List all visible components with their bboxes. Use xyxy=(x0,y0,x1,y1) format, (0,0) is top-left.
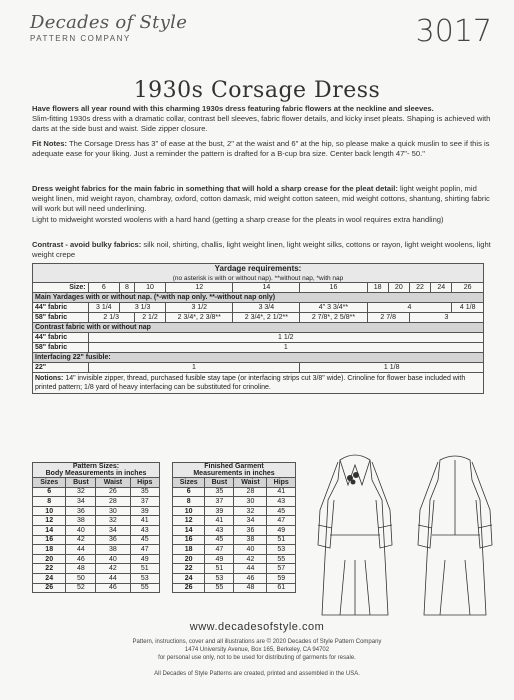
yardage-title: Yardage requirements: (no asterisk is with or without nap). **without nap, *with nap xyxy=(33,264,484,283)
column-header: Waist xyxy=(96,478,130,488)
contrast-text: silk noil, shirting, challis, light weight linen, light weight silks, cottons or rayon, light weight woolens, light weight crepe xyxy=(32,240,491,260)
table-row xyxy=(33,545,160,555)
table-cell: 47 xyxy=(205,545,234,555)
size-cell: 22 xyxy=(409,283,430,293)
fabrics-text-2: Light to midweight worsted woolens with a hard hand (getting a sharp crease for the pleats in wool requires extra handling) xyxy=(32,214,444,224)
table-cell: 45 xyxy=(267,506,296,516)
table-cell: 10 xyxy=(33,506,66,516)
size-cell: 18 xyxy=(367,283,388,293)
brand-logo xyxy=(30,12,230,43)
table-row xyxy=(173,583,296,593)
table-cell: 53 xyxy=(267,545,296,555)
table-cell: 10 xyxy=(173,506,205,516)
size-cell: 20 xyxy=(388,283,409,293)
table-cell: 34 xyxy=(96,525,130,535)
table-cell: 36 xyxy=(96,535,130,545)
notions-text: 14" invisible zipper, thread, purchased fusible stay tape (or interfacing strips cut 3/8" wide). Crinoline for flower base included with printed pattern; 1/8 yard of heavy interfacing can be substituted for crinoline. xyxy=(35,375,466,391)
table-cell: 52 xyxy=(66,583,96,593)
footer-line: for personal use only, not to be used for distributing of garments for resale. xyxy=(158,655,356,661)
column-header: Hips xyxy=(130,478,159,488)
table-cell: 46 xyxy=(96,583,130,593)
yardage-cell: 2 1/3 xyxy=(88,313,134,323)
table-cell: 57 xyxy=(267,564,296,574)
footer-line: 1474 University Avenue, Box 165, Berkeley, CA 94702 xyxy=(184,647,330,653)
contrast-label: Contrast - avoid bulky fabrics: xyxy=(32,240,142,249)
table-cell: 22 xyxy=(33,564,66,574)
yardage-cell: 1 xyxy=(88,343,483,353)
table-cell: 48 xyxy=(66,564,96,574)
row-label: 44" fabric xyxy=(33,333,89,343)
table-cell: 55 xyxy=(267,554,296,564)
yardage-cell: 3 1/2 xyxy=(166,303,233,313)
table-cell: 14 xyxy=(33,525,66,535)
table-row xyxy=(173,535,296,545)
column-header: Bust xyxy=(66,478,96,488)
table-cell: 42 xyxy=(234,554,267,564)
table-cell: 53 xyxy=(130,573,159,583)
table-cell: 34 xyxy=(66,497,96,507)
size-cell: 8 xyxy=(120,283,135,293)
table-cell: 26 xyxy=(33,583,66,593)
fit-notes-text: The Corsage Dress has 3" of ease at the bust, 2" at the waist and 6" at the hip, so please make a quick muslin to see if this is adequate ease for your liking. Just a reminder the pattern is drafted for a B-cup bra size. Center back length 47"- 50." xyxy=(32,139,490,159)
table-cell: 55 xyxy=(130,583,159,593)
size-cell: 10 xyxy=(134,283,165,293)
table-row xyxy=(33,525,160,535)
size-cell: 24 xyxy=(431,283,452,293)
table-cell: 16 xyxy=(33,535,66,545)
table-cell: 41 xyxy=(205,516,234,526)
table-cell: 39 xyxy=(205,506,234,516)
table-cell: 6 xyxy=(33,487,66,497)
table-cell: 43 xyxy=(130,525,159,535)
yardage-cell: 1 1/8 xyxy=(300,363,484,373)
page-title: 1930s Corsage Dress xyxy=(133,78,381,103)
intro-body: Slim-fitting 1930s dress with a dramatic collar, contrast bell sleeves, fabric flower details, and kicky inset pleats. Shaping is achieved with darts at the side bust and waist. Side zipper closure. xyxy=(32,114,491,134)
table-cell: 12 xyxy=(173,516,205,526)
column-header: Sizes xyxy=(33,478,66,488)
table-cell: 43 xyxy=(205,525,234,535)
brand-name: Decades of Style xyxy=(30,12,188,33)
table-cell: 51 xyxy=(267,535,296,545)
table-row xyxy=(33,564,160,574)
table-cell: 38 xyxy=(234,535,267,545)
table-cell: 16 xyxy=(173,535,205,545)
table-cell: 48 xyxy=(234,583,267,593)
yardage-cell: 3 3/4 xyxy=(233,303,300,313)
table-row xyxy=(173,497,296,507)
column-header: Bust xyxy=(205,478,234,488)
yardage-cell: 2 3/4*, 2 1/2** xyxy=(233,313,300,323)
table-cell: 40 xyxy=(234,545,267,555)
yardage-cell: 1 xyxy=(88,363,300,373)
yardage-cell: 2 7/8*, 2 5/8** xyxy=(300,313,367,323)
contrast-yardage-header: Contrast fabric with or without nap xyxy=(33,323,484,333)
table-row xyxy=(33,497,160,507)
table-cell: 49 xyxy=(130,554,159,564)
table-row xyxy=(33,487,160,497)
table-row xyxy=(173,525,296,535)
footer-line: Pattern, instructions, cover and all illustrations are © 2020 Decades of Style Pattern Company xyxy=(132,639,382,645)
table-cell: 35 xyxy=(130,487,159,497)
table-row xyxy=(33,583,160,593)
table-cell: 38 xyxy=(66,516,96,526)
table-cell: 46 xyxy=(66,554,96,564)
main-58-row xyxy=(33,313,484,323)
main-yardage-header: Main Yardages with or without nap. (*-with nap only. **-without nap only) xyxy=(33,293,484,303)
column-header: Waist xyxy=(234,478,267,488)
size-cell: 14 xyxy=(233,283,300,293)
table-cell: 50 xyxy=(66,573,96,583)
table-cell: 26 xyxy=(173,583,205,593)
table-cell: 44 xyxy=(66,545,96,555)
table-cell: 40 xyxy=(96,554,130,564)
table-row xyxy=(33,573,160,583)
table-row xyxy=(173,564,296,574)
table-cell: 24 xyxy=(173,573,205,583)
fabrics-label: Dress weight fabrics for the main fabric in something that will hold a sharp crease for the pleat detail: xyxy=(32,184,398,193)
table-row xyxy=(33,554,160,564)
yardage-cell: 3 1/4 xyxy=(88,303,119,313)
column-header: Sizes xyxy=(173,478,205,488)
table-cell: 32 xyxy=(66,487,96,497)
table-cell: 51 xyxy=(205,564,234,574)
website-url: www.decadesofstyle.com xyxy=(189,621,325,633)
table-cell: 39 xyxy=(130,506,159,516)
table-row xyxy=(173,487,296,497)
column-header: Hips xyxy=(267,478,296,488)
fabric-suggestions xyxy=(32,184,496,225)
table-cell: 37 xyxy=(205,497,234,507)
intro-lead: Have flowers all year round with this charming 1930s dress featuring fabric flowers at the neckline and sleeves. xyxy=(32,104,434,113)
finished-garment-table xyxy=(172,462,296,593)
yardage-cell: 4 1/8 xyxy=(452,303,484,313)
table-cell: 28 xyxy=(234,487,267,497)
garment-table-caption: Finished Garment Measurements in inches xyxy=(173,463,296,478)
yardage-cell: 2 3/4*, 2 3/8** xyxy=(166,313,233,323)
table-cell: 51 xyxy=(130,564,159,574)
table-cell: 14 xyxy=(173,525,205,535)
table-cell: 61 xyxy=(267,583,296,593)
table-cell: 46 xyxy=(234,573,267,583)
yardage-cell: 1 1/2 xyxy=(88,333,483,343)
table-cell: 22 xyxy=(173,564,205,574)
yardage-cell: 4 xyxy=(367,303,452,313)
body-table-caption: Pattern Sizes: Body Measurements in inches xyxy=(33,463,160,478)
table-cell: 45 xyxy=(130,535,159,545)
notions-cell xyxy=(33,373,484,394)
table-row xyxy=(33,506,160,516)
table-cell: 47 xyxy=(267,516,296,526)
table-cell: 28 xyxy=(96,497,130,507)
table-cell: 55 xyxy=(205,583,234,593)
table-cell: 47 xyxy=(130,545,159,555)
size-label: Size: xyxy=(33,283,89,293)
notions-label: Notions: xyxy=(35,375,64,382)
table-row xyxy=(173,545,296,555)
yardage-cell: 2 7/8 xyxy=(367,313,409,323)
table-cell: 18 xyxy=(33,545,66,555)
intro-paragraph xyxy=(32,104,496,135)
main-44-row xyxy=(33,303,484,313)
table-cell: 53 xyxy=(205,573,234,583)
size-cell: 12 xyxy=(166,283,233,293)
table-cell: 43 xyxy=(267,497,296,507)
yardage-cell: 4" 3 3/4** xyxy=(300,303,367,313)
table-cell: 37 xyxy=(130,497,159,507)
table-row xyxy=(33,535,160,545)
table-cell: 36 xyxy=(66,506,96,516)
table-cell: 41 xyxy=(130,516,159,526)
table-row xyxy=(173,506,296,516)
table-cell: 40 xyxy=(66,525,96,535)
footer-line: All Decades of Style Patterns are created, printed and assembled in the USA. xyxy=(154,671,360,677)
table-row xyxy=(173,573,296,583)
table-cell: 36 xyxy=(234,525,267,535)
table-cell: 59 xyxy=(267,573,296,583)
table-cell: 42 xyxy=(66,535,96,545)
table-cell: 42 xyxy=(96,564,130,574)
interfacing-header: Interfacing 22" fusible: xyxy=(33,353,484,363)
yardage-table xyxy=(32,263,484,394)
yardage-cell: 2 1/2 xyxy=(134,313,165,323)
table-cell: 8 xyxy=(33,497,66,507)
table-cell: 6 xyxy=(173,487,205,497)
table-cell: 41 xyxy=(267,487,296,497)
contrast-fabrics xyxy=(32,240,496,260)
pattern-number: 3017 xyxy=(415,14,492,49)
interfacing-22-row xyxy=(33,363,484,373)
table-cell: 32 xyxy=(96,516,130,526)
table-cell: 18 xyxy=(173,545,205,555)
body-measurements-table xyxy=(32,462,160,593)
size-cell: 16 xyxy=(300,283,367,293)
table-cell: 49 xyxy=(267,525,296,535)
table-cell: 35 xyxy=(205,487,234,497)
table-cell: 8 xyxy=(173,497,205,507)
table-row xyxy=(173,554,296,564)
table-cell: 26 xyxy=(96,487,130,497)
table-cell: 30 xyxy=(96,506,130,516)
brand-subtitle: PATTERN COMPANY xyxy=(30,34,131,43)
table-cell: 24 xyxy=(33,573,66,583)
contrast-44-row xyxy=(33,333,484,343)
row-label: 58" fabric xyxy=(33,343,89,353)
table-row xyxy=(173,516,296,526)
table-cell: 49 xyxy=(205,554,234,564)
contrast-58-row xyxy=(33,343,484,353)
fit-notes xyxy=(32,139,496,159)
table-cell: 34 xyxy=(234,516,267,526)
yardage-subtitle: (no asterisk is with or without nap). **without nap, *with nap xyxy=(172,275,344,282)
table-row xyxy=(33,516,160,526)
row-label: 22" xyxy=(33,363,89,373)
row-label: 58" fabric xyxy=(33,313,89,323)
fabrics-text: light weight poplin, mid weight linen, mid weight rayon, chambray, oxford, cotton damask, mid weight cotton sateen, mid weight cottons, shantung, shirting fabric will work but will need underlining. xyxy=(32,184,490,214)
table-cell: 30 xyxy=(234,497,267,507)
row-label: 44" fabric xyxy=(33,303,89,313)
copyright-notice xyxy=(0,638,514,678)
table-cell: 20 xyxy=(173,554,205,564)
table-cell: 45 xyxy=(205,535,234,545)
table-cell: 20 xyxy=(33,554,66,564)
size-cell: 26 xyxy=(452,283,484,293)
yardage-cell: 3 xyxy=(409,313,483,323)
dress-illustration xyxy=(300,440,500,620)
table-cell: 12 xyxy=(33,516,66,526)
fit-notes-label: Fit Notes: xyxy=(32,139,68,148)
table-cell: 44 xyxy=(96,573,130,583)
size-row xyxy=(33,283,484,293)
yardage-cell: 3 1/3 xyxy=(120,303,166,313)
size-cell: 6 xyxy=(88,283,119,293)
table-cell: 32 xyxy=(234,506,267,516)
table-cell: 44 xyxy=(234,564,267,574)
table-cell: 38 xyxy=(96,545,130,555)
